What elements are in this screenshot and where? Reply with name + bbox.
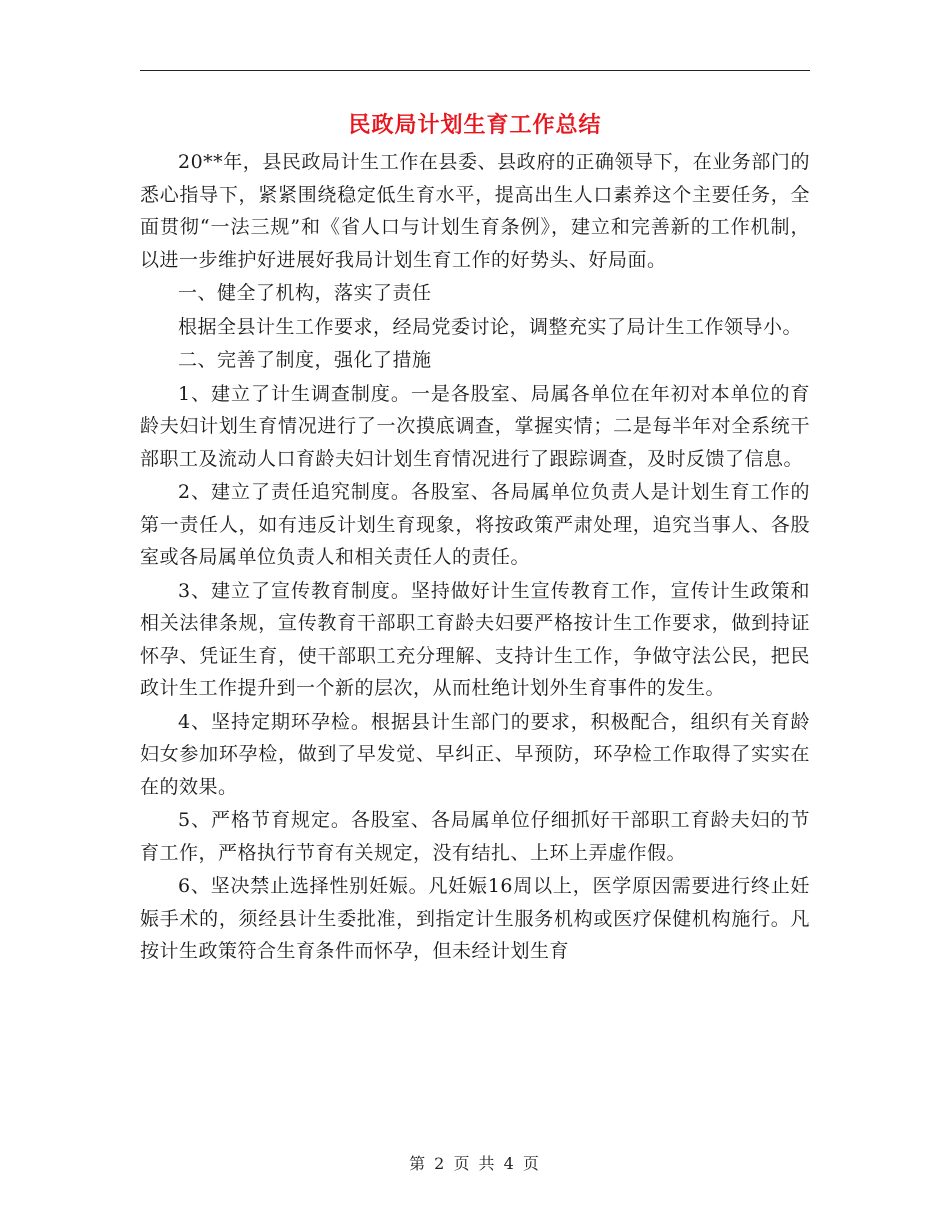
body-paragraph: 1、建立了计生调查制度。一是各股室、局属各单位在年初对本单位的育龄夫妇计划生育情况进行了一次摸底调查，掌握实情；二是每半年对全系统干部职工及流动人口育龄夫妇计划生育情况进行了跟踪调查，及时反馈了信息。 [140,382,810,470]
body-paragraph: 4、坚持定期环孕检。根据县计生部门的要求，积极配合，组织有关育龄妇女参加环孕检，做到了早发觉、早纠正、早预防，环孕检工作取得了实实在在的效果。 [140,710,810,798]
document-body [140,146,810,969]
section-heading-2: 二、完善了制度，强化了措施 [178,349,432,371]
document-title: 民政局计划生育工作总结 [348,112,602,138]
body-paragraph: 5、严格节育规定。各股室、各局属单位仔细抓好干部职工育龄夫妇的节育工作，严格执行节育有关规定，没有结扎、上环上弄虚作假。 [140,809,810,864]
body-paragraph: 2、建立了责任追究制度。各股室、各局属单位负责人是计划生育工作的第一责任人，如有违反计划生育现象，将按政策严肃处理，追究当事人、各股室或各局属单位负责人和相关责任人的责任。 [140,481,810,568]
page-number-footer: 第 2 页 共 4 页 [409,1154,541,1173]
body-paragraph: 3、建立了宣传教育制度。坚持做好计生宣传教育工作，宣传计生政策和相关法律条规，宣传教育干部职工育龄夫妇要严格按计生工作要求，做到持证怀孕、凭证生育，使干部职工充分理解、支持计生工作，争做守法公民，把民政计生工作提升到一个新的层次，从而杜绝计划外生育事件的发生。 [140,579,810,699]
body-paragraph: 根据全县计生工作要求，经局党委讨论，调整充实了局计生工作领导小。 [178,315,803,338]
body-paragraph: 6、坚决禁止选择性别妊娠。凡妊娠16周以上，医学原因需要进行终止妊娠手术的，须经县计生委批准，到指定计生服务机构或医疗保健机构施行。凡按计生政策符合生育条件而怀孕，但未经计划生育 [140,875,810,962]
section-heading-1: 一、健全了机构，落实了责任 [178,282,432,304]
intro-paragraph: 20**年，县民政局计生工作在县委、县政府的正确领导下，在业务部门的悉心指导下，紧紧围绕稳定低生育水平，提高出生人口素养这个主要任务，全面贯彻“一法三规”和《省人口与计划生育条例》，建立和完善新的工作机制，以进一步维护好进展好我局计划生育工作的好势头、好局面。 [140,151,810,271]
header-rule [140,70,810,71]
